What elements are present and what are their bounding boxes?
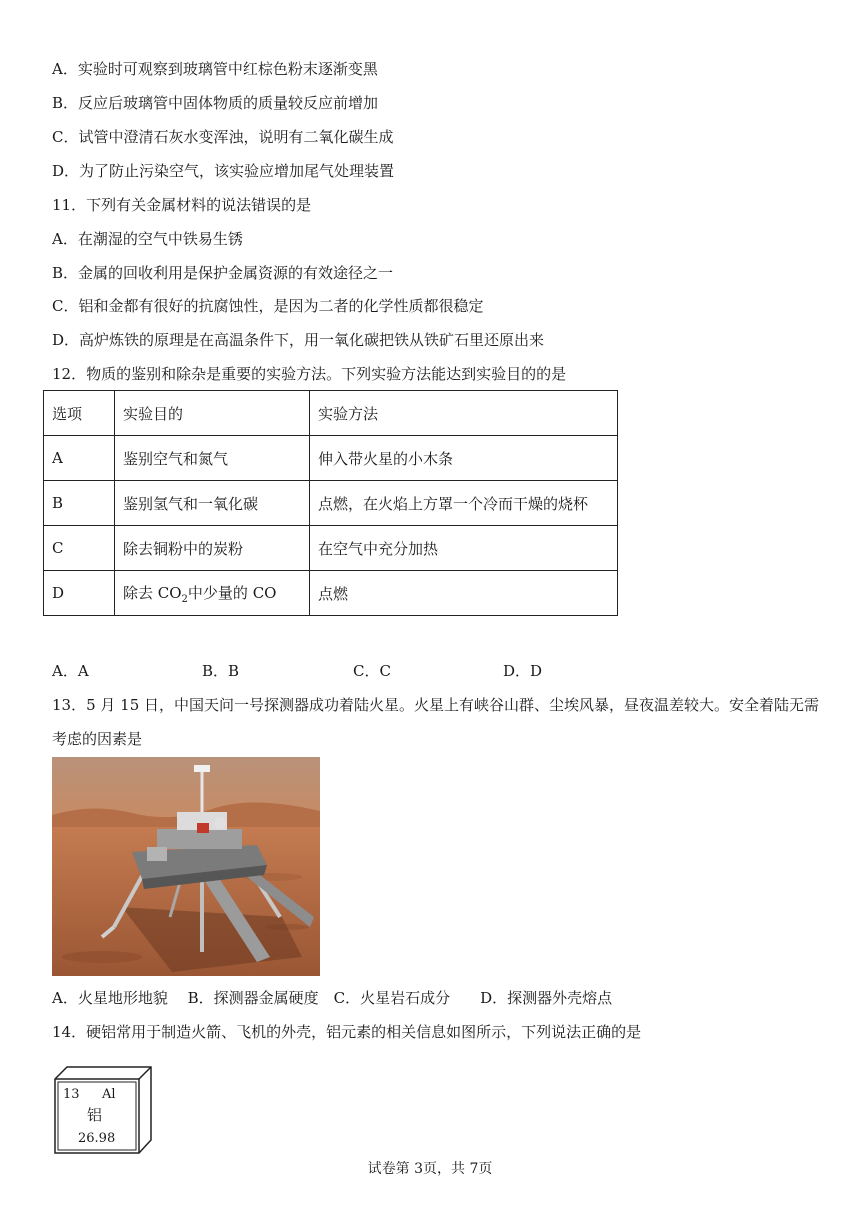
q14-stem: 14．硬铝常用于制造火箭、飞机的外壳，铝元素的相关信息如图所示，下列说法正确的是	[52, 1023, 642, 1041]
header-option: 选项	[44, 391, 115, 436]
mars-lander-photo	[52, 757, 320, 976]
q11-stem: 11．下列有关金属材料的说法错误的是	[52, 196, 312, 214]
row-a-purpose: 鉴别空气和氮气	[115, 436, 310, 481]
q13-stem-line2: 考虑的因素是	[52, 730, 143, 748]
row-d-method: 点燃	[310, 571, 618, 616]
q12-answer-c: C．C	[353, 662, 391, 680]
q13-options: A．火星地形地貌 B．探测器金属硬度 C．火星岩石成分 D．探测器外壳熔点	[52, 989, 613, 1007]
q12-answer-d: D．D	[503, 662, 543, 680]
row-c-option: C	[44, 526, 115, 571]
q12-table	[43, 390, 618, 616]
table-row	[44, 571, 618, 616]
q12-stem: 12．物质的鉴别和除杂是重要的实验方法。下列实验方法能达到实验目的的是	[52, 365, 567, 383]
table-header-row	[44, 391, 618, 436]
row-c-method: 在空气中充分加热	[310, 526, 618, 571]
q10-option-b: B．反应后玻璃管中固体物质的质量较反应前增加	[52, 94, 379, 112]
q10-option-d: D．为了防止污染空气，该实验应增加尾气处理装置	[52, 162, 395, 180]
header-purpose: 实验目的	[115, 391, 310, 436]
element-symbol: Al	[102, 1087, 116, 1102]
row-d-purpose-post: 中少量的 CO	[187, 583, 277, 602]
row-a-option: A	[44, 436, 115, 481]
q10-option-c: C．试管中澄清石灰水变浑浊，说明有二氧化碳生成	[52, 128, 394, 146]
page-footer: 试卷第 3页，共 7页	[367, 1161, 493, 1177]
element-mass: 26.98	[78, 1131, 116, 1146]
table-row	[44, 526, 618, 571]
element-number: 13	[63, 1087, 80, 1102]
q10-option-a: A．实验时可观察到玻璃管中红棕色粉末逐渐变黑	[52, 60, 378, 78]
q13-stem-line1: 13．5 月 15 日，中国天问一号探测器成功着陆火星。火星上有峡谷山群、尘埃风暴，昼夜温差较大。安全着陆无需	[52, 696, 820, 714]
q11-option-b: B．金属的回收利用是保护金属资源的有效途径之一	[52, 264, 394, 282]
row-d-purpose-pre: 除去 CO	[123, 583, 182, 602]
aluminum-element-cell	[54, 1066, 152, 1154]
q11-option-c: C．铝和金都有很好的抗腐蚀性，是因为二者的化学性质都很稳定	[52, 297, 484, 315]
row-d-purpose-sub: 2	[181, 593, 188, 605]
q11-option-a: A．在潮湿的空气中铁易生锈	[52, 230, 243, 248]
row-b-method: 点燃，在火焰上方罩一个冷而干燥的烧杯	[310, 481, 618, 526]
row-b-purpose: 鉴别氢气和一氧化碳	[115, 481, 310, 526]
element-name: 铝	[87, 1106, 103, 1124]
row-d-option: D	[44, 571, 115, 616]
table-row	[44, 436, 618, 481]
table-row	[44, 481, 618, 526]
row-b-option: B	[44, 481, 115, 526]
q11-option-d: D．高炉炼铁的原理是在高温条件下，用一氧化碳把铁从铁矿石里还原出来	[52, 331, 545, 349]
q12-answer-a: A．A	[52, 662, 89, 680]
row-d-purpose	[115, 571, 310, 616]
row-a-method: 伸入带火星的小木条	[310, 436, 618, 481]
row-c-purpose: 除去铜粉中的炭粉	[115, 526, 310, 571]
q12-answer-b: B．B	[202, 662, 240, 680]
header-method: 实验方法	[310, 391, 618, 436]
